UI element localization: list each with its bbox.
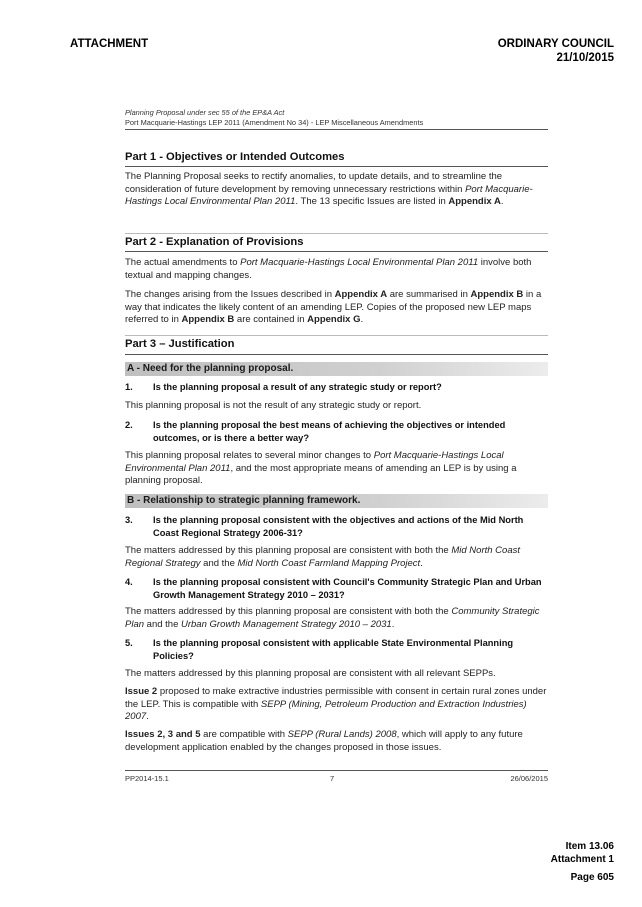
text: involve both textual and mapping changes. [125,257,532,281]
text: The matters addressed by this planning proposal are consistent with both the [125,545,452,556]
text: and the [200,557,238,569]
document-reference: PP2014-15.1 [125,774,169,783]
part1-rule [125,166,548,167]
agenda-page-number: Page 605 [570,872,614,883]
answer-6 [125,686,548,724]
meeting-name: ORDINARY COUNCIL [497,38,614,50]
text: . [391,618,395,630]
question-text: Is the planning proposal consistent with the objectives and actions of the Mid North Coast Regional Strategy 2006-31? [153,515,524,538]
part2-top-rule [125,233,548,234]
section-b-heading: B - Relationship to strategic planning framework. [125,494,548,508]
attachment-label: ATTACHMENT [70,38,149,50]
question-text: Is the planning proposal consistent with applicable State Environmental Planning Policies? [153,638,514,661]
meeting-date: 21/10/2015 [556,52,614,64]
question-3 [125,514,548,539]
question-text: Is the planning proposal the best means of achieving the objectives or intended outcomes, or is there a better way? [153,420,506,443]
appendix-ref: Appendix A [334,289,388,300]
text: are contained in [234,314,308,326]
part3-heading: Part 3 – Justification [125,338,235,350]
issue-ref: Issues 2, 3 and 5 [125,729,201,740]
text: . [420,557,423,569]
answer-5: The matters addressed by this planning proposal are consistent with all relevant SEPPs. [125,668,496,679]
text: . [146,711,149,723]
question-1 [125,381,548,394]
text: . [360,314,364,326]
part1-paragraph [125,171,548,209]
project-title: Mid North Coast Farmland Mapping Project [237,557,421,569]
text: The actual amendments to [125,257,241,268]
plan-title: Community Strategic Plan [125,606,540,630]
item-number: Item 13.06 [565,841,614,852]
plan-title: Port Macquarie-Hastings Local Environmental Plan 2011 [240,257,479,268]
text: in a way that indicates the likely content of an amending LEP. Copies of the proposed new LEP maps referred to in [125,289,542,326]
appendix-ref: Appendix G [307,314,361,326]
question-number: 4. [125,577,133,587]
plan-title: Port Macquarie-Hastings Local Environmental Plan 2011 [125,450,504,474]
question-number: 5. [125,638,133,648]
question-number: 3. [125,515,133,525]
question-number: 1. [125,382,133,392]
issue-ref: Issue 2 [125,686,158,697]
text: and the [144,618,181,630]
part3-rule [125,354,548,355]
strategy-title: Mid North Coast Regional Strategy [125,545,520,569]
header-rule [125,129,548,130]
answer-7 [125,729,548,754]
running-header [125,108,548,128]
text: The Planning Proposal seeks to rectify anomalies, to update details, and to streamline the consideration of future development by removing unnecessary restrictions within [125,171,503,195]
answer-3 [125,545,548,570]
question-5 [125,637,548,662]
appendix-ref: Appendix B [470,289,524,300]
sepp-title: SEPP (Mining, Petroleum Production and Extraction Industries) 2007 [125,698,527,723]
text: , and the most appropriate means of amending an LEP is by using a planning proposal. [125,462,517,487]
part2-paragraph-2 [125,289,548,327]
question-text: Is the planning proposal a result of any strategic study or report? [153,382,442,392]
text: are compatible with [200,729,288,740]
document-page-number: 7 [330,774,335,783]
appendix-ref: Appendix A [448,196,501,208]
text: . The 13 specific Issues are listed in [295,196,449,208]
text: proposed to make extractive industries permissible with consent in certain rural zones under the LEP. This is compatible with [125,686,547,710]
text: The matters addressed by this planning proposal are consistent with both the [125,606,452,617]
attachment-number: Attachment 1 [550,854,614,865]
text: , which will apply to any future development application enabled by the changes proposed in those issues. [125,729,523,753]
plan-title: Port Macquarie-Hastings Local Environmental Plan 2011 [125,183,533,208]
question-number: 2. [125,420,133,430]
text: are summarised in [387,289,471,300]
answer-2 [125,450,548,488]
footer-rule [125,770,548,771]
section-a-heading: A - Need for the planning proposal. [125,362,548,376]
question-4 [125,576,548,601]
answer-4 [125,606,548,631]
text: This planning proposal relates to several minor changes to [125,450,374,461]
text: . [500,196,504,208]
answer-1: This planning proposal is not the result of any strategic study or report. [125,400,422,411]
part2-rule [125,251,548,252]
text: The changes arising from the Issues described in [125,289,335,300]
document-date: 26/06/2015 [510,774,548,783]
part2-heading: Part 2 - Explanation of Provisions [125,236,304,248]
question-text: Is the planning proposal consistent with Council's Community Strategic Plan and Urban Growth Management Strategy 2010 – 2031? [153,577,542,600]
running-header-line2: Port Macquarie-Hastings LEP 2011 (Amendment No 34) - LEP Miscellaneous Amendments [125,118,424,127]
part1-heading: Part 1 - Objectives or Intended Outcomes [125,151,345,163]
strategy-title: Urban Growth Management Strategy 2010 – 2031 [181,618,392,630]
question-2 [125,419,548,444]
running-header-line1: Planning Proposal under sec 55 of the EP&A Act [125,108,285,117]
part2-paragraph-1 [125,257,548,282]
part3-top-rule [125,335,548,336]
appendix-ref: Appendix B [181,314,235,326]
sepp-title: SEPP (Rural Lands) 2008 [287,729,397,740]
